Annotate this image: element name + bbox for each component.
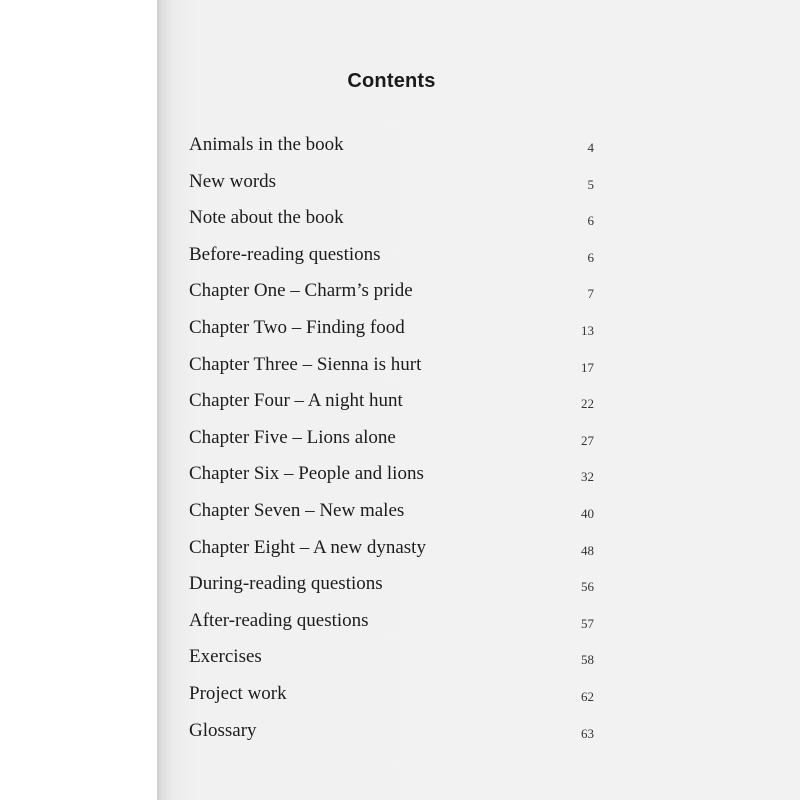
toc-entry [189,459,594,496]
toc-entry-title: Chapter Two – Finding food [189,316,405,338]
toc-entry-title: Chapter Eight – A new dynasty [189,536,426,558]
toc-entry [189,276,594,313]
toc-entry [189,203,594,240]
toc-entry-page-number: 32 [581,469,594,485]
toc-entry-title: Chapter Six – People and lions [189,463,424,485]
toc-entry [189,350,594,387]
toc-entry [189,606,594,643]
toc-entry-page-number: 6 [587,213,594,229]
toc-entry [189,130,594,167]
toc-entry [189,167,594,204]
toc-entry-page-number: 4 [587,140,594,155]
toc-entry-title: Chapter Seven – New males [189,499,405,521]
toc-entry-title: Animals in the book [189,134,344,155]
toc-entry-page-number: 6 [587,249,594,265]
toc-entry-title: Project work [189,682,287,704]
toc-entry-title: New words [189,170,277,192]
toc-entry-title: Chapter One – Charm’s pride [189,280,413,302]
toc-entry-page-number: 5 [587,176,594,192]
toc-entry-title: Chapter Four – A night hunt [189,390,403,412]
toc-entry-page-number: 57 [581,615,594,631]
toc-entry [189,386,594,423]
toc-entry-title: Note about the book [189,207,344,229]
contents-heading: Contents [347,70,436,92]
toc-entry-page-number: 62 [581,688,594,704]
toc-entry-title: During-reading questions [189,573,383,595]
toc-entry-title: After-reading questions [189,609,369,631]
toc-entry [189,496,594,533]
toc-entry-title: Glossary [189,719,257,741]
toc-entry-title: Exercises [189,646,262,668]
toc-entry [189,423,594,460]
toc-entry [189,679,594,716]
toc-entry-page-number: 63 [581,725,594,741]
toc-entry-title: Before-reading questions [189,243,381,265]
toc-entry [189,533,594,570]
toc-entry-page-number: 13 [581,322,594,338]
toc-entry-page-number: 40 [581,505,594,521]
toc-entry-page-number: 22 [581,396,594,412]
toc-entry-page-number: 17 [581,359,594,375]
toc-entry-page-number: 48 [581,542,594,558]
toc-entry [189,569,594,606]
toc-entry [189,240,594,277]
toc-entry-title: Chapter Three – Sienna is hurt [189,353,422,375]
toc-entry [189,313,594,350]
toc-entry-title: Chapter Five – Lions alone [189,426,396,448]
book-page [157,0,800,800]
table-of-contents [189,130,594,752]
toc-entry-page-number: 27 [581,432,594,448]
toc-entry-page-number: 58 [581,652,594,668]
toc-entry [189,716,594,753]
toc-entry [189,642,594,679]
toc-entry-page-number: 7 [587,286,594,302]
toc-entry-page-number: 56 [581,579,594,595]
